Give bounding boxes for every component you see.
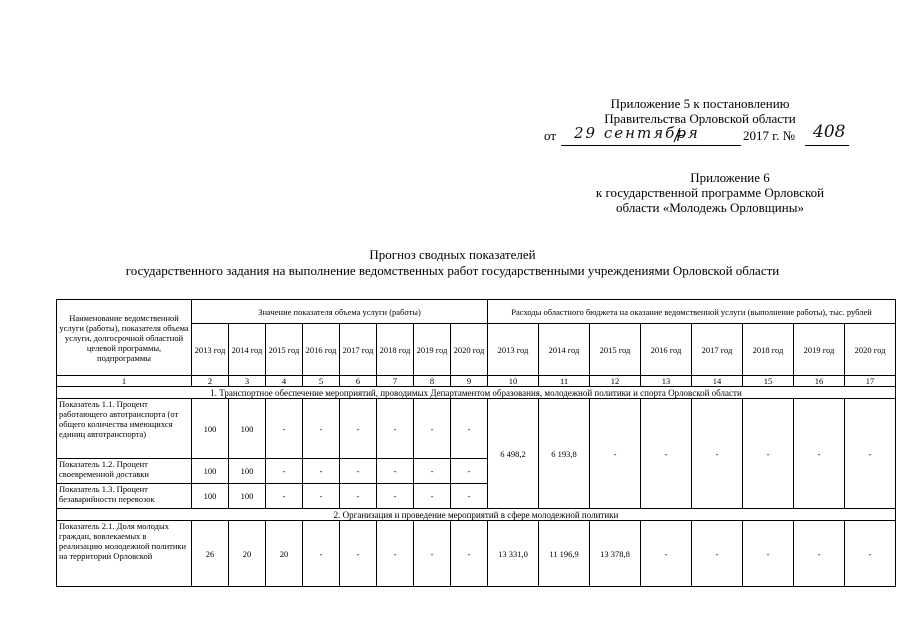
col-number: 5 bbox=[303, 376, 340, 387]
expense-year: 2016 год bbox=[641, 324, 692, 376]
volume-value: - bbox=[451, 459, 488, 484]
expense-year: 2018 год bbox=[743, 324, 794, 376]
volume-value: - bbox=[303, 399, 340, 459]
expense-value: 13 331,0 bbox=[488, 521, 539, 587]
volume-year: 2016 год bbox=[303, 324, 340, 376]
volume-value: - bbox=[266, 459, 303, 484]
volume-value: 20 bbox=[266, 521, 303, 587]
volume-value: 100 bbox=[192, 484, 229, 509]
appendix5-title bbox=[560, 96, 840, 126]
col-number: 13 bbox=[641, 376, 692, 387]
handwritten-number: 408 bbox=[813, 122, 846, 142]
volume-value: - bbox=[377, 399, 414, 459]
expense-value: 6 498,2 bbox=[488, 399, 539, 509]
expense-value: - bbox=[590, 399, 641, 509]
col-number: 3 bbox=[229, 376, 266, 387]
section-2-row bbox=[57, 509, 896, 521]
volume-value: 100 bbox=[229, 484, 266, 509]
appendix5-line2: Правительства Орловской области bbox=[604, 111, 796, 126]
col-number: 15 bbox=[743, 376, 794, 387]
expense-value: - bbox=[641, 521, 692, 587]
page-title bbox=[0, 247, 905, 279]
appendix6-line1: Приложение 6 bbox=[690, 170, 770, 185]
volume-value: - bbox=[377, 459, 414, 484]
col-number: 14 bbox=[692, 376, 743, 387]
expense-value: - bbox=[794, 521, 845, 587]
handwritten-date: 29 сентября bbox=[574, 124, 700, 142]
col-number: 8 bbox=[414, 376, 451, 387]
volume-year: 2013 год bbox=[192, 324, 229, 376]
volume-value: - bbox=[340, 521, 377, 587]
year-text: 2017 г. № bbox=[743, 128, 796, 143]
col-number: 9 bbox=[451, 376, 488, 387]
expense-value: - bbox=[692, 399, 743, 509]
date-underline bbox=[561, 145, 741, 146]
volume-value: 100 bbox=[192, 399, 229, 459]
group-expenses-header: Расходы областного бюджета на оказание ведомственной услуги (выполнение работы), тыс. рублей bbox=[488, 300, 896, 324]
volume-year: 2020 год bbox=[451, 324, 488, 376]
volume-value: - bbox=[451, 399, 488, 459]
signature-mark bbox=[672, 126, 686, 144]
expense-year: 2015 год bbox=[590, 324, 641, 376]
forecast-table bbox=[56, 299, 896, 587]
expense-value: 6 193,8 bbox=[539, 399, 590, 509]
volume-value: 26 bbox=[192, 521, 229, 587]
volume-value: 20 bbox=[229, 521, 266, 587]
volume-value: - bbox=[414, 459, 451, 484]
volume-value: - bbox=[414, 399, 451, 459]
table-row bbox=[57, 399, 896, 459]
expense-value: - bbox=[692, 521, 743, 587]
title-line1: Прогноз сводных показателей bbox=[369, 247, 536, 262]
volume-value: - bbox=[377, 521, 414, 587]
indicator-name: Показатель 1.3. Процент безаварийности перевозок bbox=[57, 484, 192, 509]
col-number: 16 bbox=[794, 376, 845, 387]
volume-year: 2014 год bbox=[229, 324, 266, 376]
col-number: 6 bbox=[340, 376, 377, 387]
volume-value: - bbox=[414, 484, 451, 509]
volume-year: 2015 год bbox=[266, 324, 303, 376]
indicator-name: Показатель 1.2. Процент своевременной доставки bbox=[57, 459, 192, 484]
col-number: 12 bbox=[590, 376, 641, 387]
header-row-1 bbox=[57, 300, 896, 324]
expense-value: - bbox=[794, 399, 845, 509]
group-volume-header: Значение показателя объема услуги (работы) bbox=[192, 300, 488, 324]
volume-value: - bbox=[340, 459, 377, 484]
volume-value: - bbox=[303, 484, 340, 509]
volume-year: 2018 год bbox=[377, 324, 414, 376]
expense-year: 2020 год bbox=[845, 324, 896, 376]
col-name-header: Наименование ведомственной услуги (работы), показателя объема услуги, долгосрочной областной целевой программы, подпрограммы bbox=[57, 300, 192, 376]
volume-value: - bbox=[414, 521, 451, 587]
expense-year: 2019 год bbox=[794, 324, 845, 376]
col-number: 7 bbox=[377, 376, 414, 387]
volume-value: - bbox=[340, 484, 377, 509]
indicator-name: Показатель 2.1. Доля молодых граждан, вовлекаемых в реализацию молодежной политики на территории Орловской bbox=[57, 521, 192, 587]
col-number: 11 bbox=[539, 376, 590, 387]
volume-value: - bbox=[377, 484, 414, 509]
expense-value: - bbox=[845, 521, 896, 587]
volume-value: - bbox=[451, 484, 488, 509]
from-label: от bbox=[544, 128, 557, 143]
col-number: 17 bbox=[845, 376, 896, 387]
expense-value: - bbox=[641, 399, 692, 509]
expense-value: 11 196,9 bbox=[539, 521, 590, 587]
appendix6-title bbox=[560, 170, 860, 215]
expense-value: - bbox=[743, 521, 794, 587]
volume-value: 100 bbox=[192, 459, 229, 484]
expense-value: 13 378,8 bbox=[590, 521, 641, 587]
volume-year: 2017 год bbox=[340, 324, 377, 376]
expense-year: 2013 год bbox=[488, 324, 539, 376]
col-number: 4 bbox=[266, 376, 303, 387]
indicator-name: Показатель 1.1. Процент работающего автотранспорта (от общего количества имеющихся единиц автотранспорта) bbox=[57, 399, 192, 459]
expense-year: 2014 год bbox=[539, 324, 590, 376]
volume-value: - bbox=[451, 521, 488, 587]
volume-value: - bbox=[266, 484, 303, 509]
volume-value: - bbox=[303, 521, 340, 587]
section-1-row bbox=[57, 387, 896, 399]
appendix6-line2: к государственной программе Орловской bbox=[595, 185, 825, 200]
section-1-title: 1. Транспортное обеспечение мероприятий, проводимых Департаментом образования, молодежной политики и спорта Орловской области bbox=[57, 387, 896, 399]
volume-value: - bbox=[303, 459, 340, 484]
appendix5-line1: Приложение 5 к постановлению bbox=[610, 96, 790, 111]
section-2-title: 2. Организация и проведение мероприятий в сфере молодежной политики bbox=[57, 509, 896, 521]
column-numbers-row bbox=[57, 376, 896, 387]
col-number: 1 bbox=[57, 376, 192, 387]
volume-value: - bbox=[266, 399, 303, 459]
title-line2: государственного задания на выполнение ведомственных работ государственными учреждениями Орловской области bbox=[125, 263, 780, 278]
col-number: 2 bbox=[192, 376, 229, 387]
volume-year: 2019 год bbox=[414, 324, 451, 376]
appendix6-line3: области «Молодежь Орловщины» bbox=[616, 200, 804, 215]
table-row bbox=[57, 521, 896, 587]
volume-value: - bbox=[340, 399, 377, 459]
volume-value: 100 bbox=[229, 459, 266, 484]
number-underline bbox=[805, 145, 849, 146]
expense-value: - bbox=[743, 399, 794, 509]
expense-value: - bbox=[845, 399, 896, 509]
volume-value: 100 bbox=[229, 399, 266, 459]
col-number: 10 bbox=[488, 376, 539, 387]
expense-year: 2017 год bbox=[692, 324, 743, 376]
